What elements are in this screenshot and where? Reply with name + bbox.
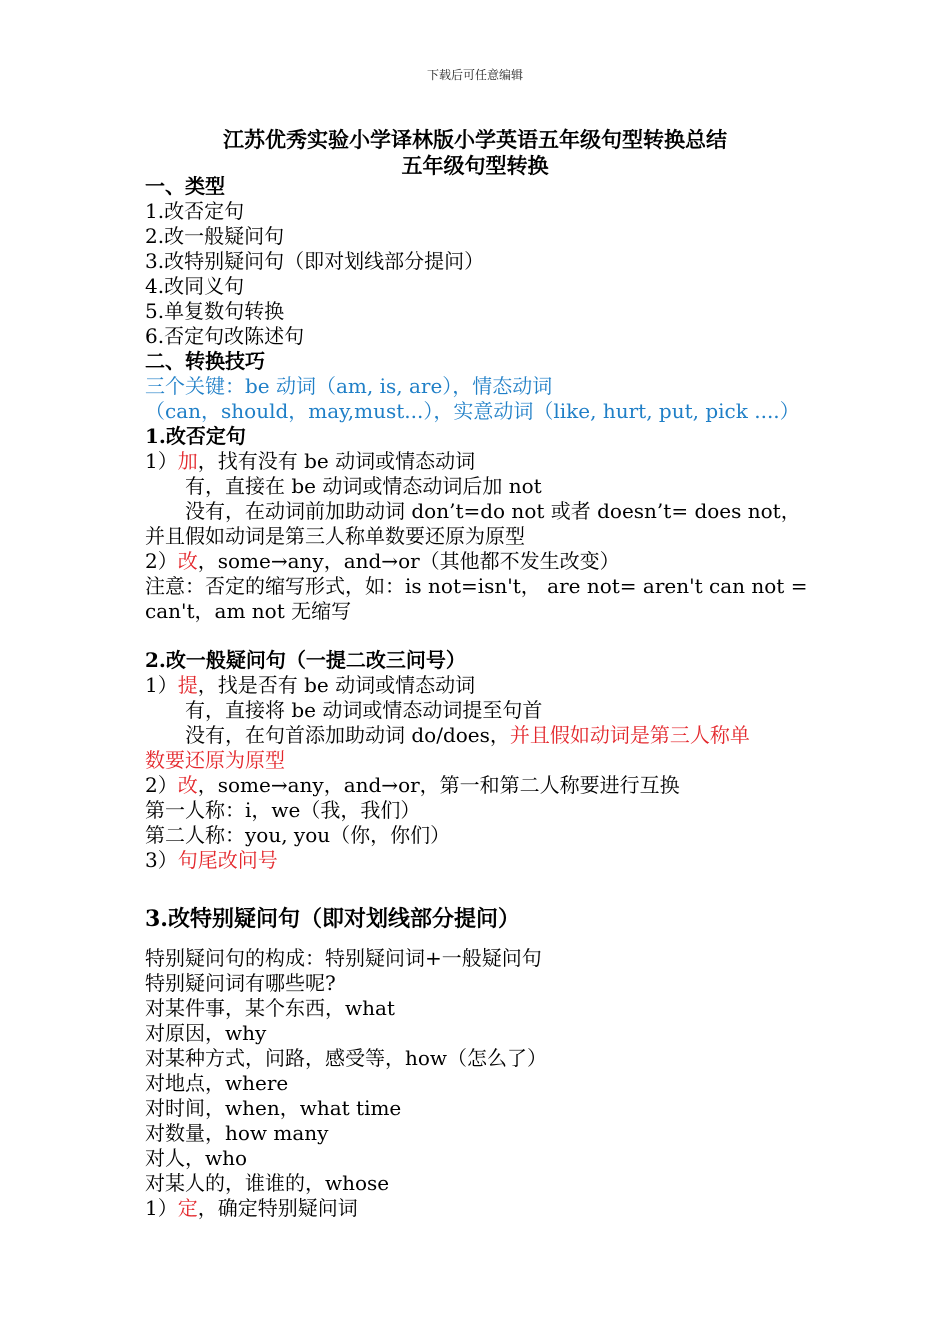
type-item: 1.改否定句 bbox=[145, 199, 245, 223]
step-text: ，some→any，and→or（其他都不发生改变） bbox=[197, 549, 620, 573]
wh-line: 对某种方式，问路，感受等，how（怎么了） bbox=[145, 1046, 548, 1070]
negative-detail: 有，直接在 be 动词或情态动词后加 not bbox=[185, 474, 542, 498]
step-number: 3） bbox=[145, 848, 178, 872]
wh-line: 对数量，how many bbox=[145, 1121, 329, 1145]
step-text: ，确定特别疑问词 bbox=[197, 1196, 358, 1220]
document-title: 江苏优秀实验小学译林版小学英语五年级句型转换总结 bbox=[223, 127, 727, 152]
person-note: 第一人称：i，we（我，我们） bbox=[145, 798, 421, 822]
detail-text: 没有，在句首添加助动词 do/does， bbox=[185, 723, 510, 747]
key-points-line: 三个关键：be 动词（am, is, are），情态动词 bbox=[145, 374, 553, 398]
step-keyword: 加 bbox=[177, 449, 198, 473]
negative-step-1 bbox=[145, 449, 475, 474]
negative-note: 注意：否定的缩写形式，如：is not=isn't， are not= aren't can not = bbox=[145, 574, 808, 598]
question-detail: 有，直接将 be 动词或情态动词提至句首 bbox=[185, 698, 543, 722]
step-keyword: 定 bbox=[177, 1196, 198, 1220]
wh-line: 特别疑问句的构成：特别疑问词+一般疑问句 bbox=[145, 946, 542, 970]
negative-heading: 1.改否定句 bbox=[145, 424, 246, 448]
step-text: ，找是否有 be 动词或情态动词 bbox=[197, 673, 476, 697]
wh-line: 对某人的，谁谁的，whose bbox=[145, 1171, 390, 1195]
step-keyword: 提 bbox=[177, 673, 198, 697]
type-item: 3.改特别疑问句（即对划线部分提问） bbox=[145, 249, 485, 273]
document-subtitle: 五年级句型转换 bbox=[401, 153, 549, 178]
section-heading-types: 一、类型 bbox=[145, 174, 225, 198]
step-number: 1） bbox=[145, 673, 178, 697]
step-number: 1） bbox=[145, 449, 178, 473]
wh-line: 对时间，when，what time bbox=[145, 1096, 402, 1120]
wh-line: 特别疑问词有哪些呢? bbox=[145, 971, 336, 995]
negative-step-2 bbox=[145, 549, 620, 574]
type-item: 6.否定句改陈述句 bbox=[145, 324, 305, 348]
step-keyword: 句尾改问号 bbox=[177, 848, 278, 872]
step-number: 2） bbox=[145, 773, 178, 797]
page-header: 下载后可任意编辑 bbox=[426, 68, 523, 82]
question-step-1 bbox=[145, 673, 475, 698]
section-heading-techniques: 二、转换技巧 bbox=[145, 349, 265, 373]
general-question-heading: 2.改一般疑问句（一提二改三问号） bbox=[145, 648, 466, 672]
question-detail bbox=[185, 723, 750, 748]
question-detail-highlight: 数要还原为原型 bbox=[145, 748, 285, 772]
type-item: 5.单复数句转换 bbox=[145, 299, 285, 323]
type-item: 2.改一般疑问句 bbox=[145, 224, 285, 248]
step-text: ，找有没有 be 动词或情态动词 bbox=[197, 449, 476, 473]
wh-line: 对某件事，某个东西，what bbox=[145, 996, 395, 1020]
wh-line: 对原因，why bbox=[145, 1021, 267, 1045]
step-keyword: 改 bbox=[177, 773, 198, 797]
detail-highlight: 并且假如动词是第三人称单 bbox=[509, 723, 750, 747]
wh-step-1 bbox=[145, 1196, 358, 1221]
negative-detail: 并且假如动词是第三人称单数要还原为原型 bbox=[145, 524, 525, 548]
negative-detail: 没有，在动词前加助动词 don’t=do not 或者 doesn’t= does not， bbox=[185, 499, 801, 523]
question-step-3 bbox=[145, 848, 278, 873]
step-keyword: 改 bbox=[177, 549, 198, 573]
step-text: ，some→any，and→or，第一和第二人称要进行互换 bbox=[197, 773, 680, 797]
wh-line: 对地点，where bbox=[145, 1071, 289, 1095]
special-question-heading: 3.改特别疑问句（即对划线部分提问） bbox=[145, 906, 520, 932]
key-points-line: （can，should，may,must...），实意动词（like, hurt, put, pick ....） bbox=[145, 399, 800, 423]
wh-line: 对人，who bbox=[145, 1146, 248, 1170]
type-item: 4.改同义句 bbox=[145, 274, 245, 298]
step-number: 1） bbox=[145, 1196, 178, 1220]
negative-note: can't，am not 无缩写 bbox=[145, 599, 352, 623]
step-number: 2） bbox=[145, 549, 178, 573]
question-step-2 bbox=[145, 773, 680, 798]
person-note: 第二人称：you, you（你，你们） bbox=[145, 823, 451, 847]
